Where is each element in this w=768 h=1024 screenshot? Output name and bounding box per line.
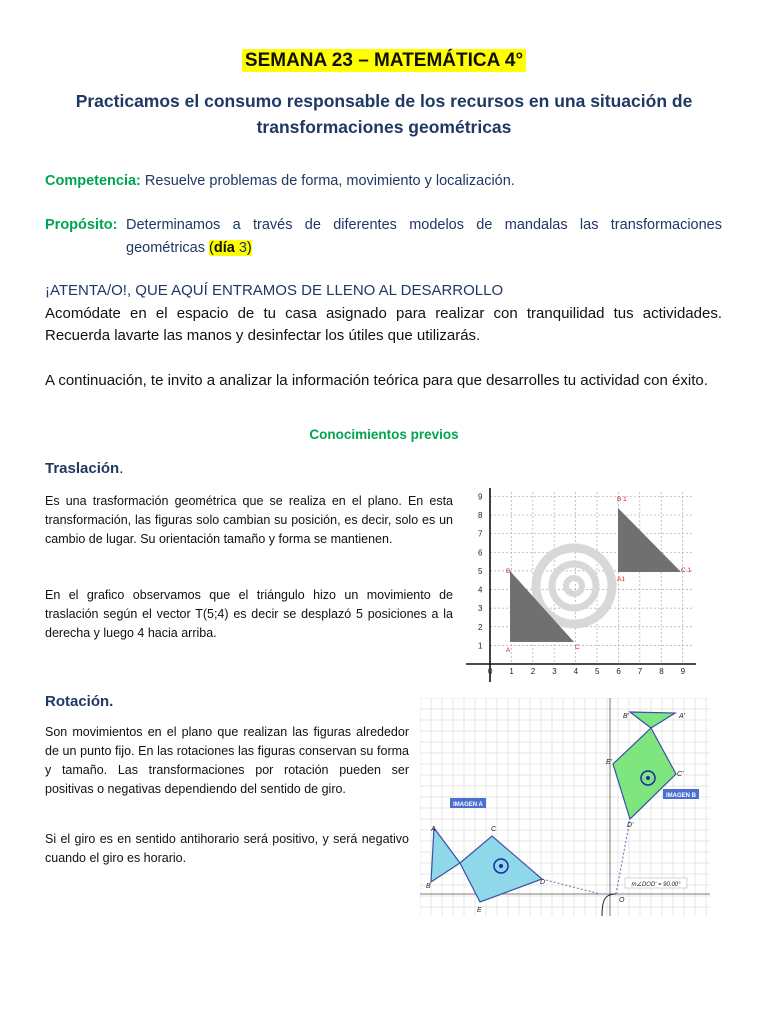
y-tick-label: 8 — [478, 511, 483, 521]
rotation-path-d — [542, 879, 616, 894]
traslacion-heading: Traslación. — [45, 460, 124, 477]
label-c-prime: C' — [677, 771, 684, 778]
y-tick-label: 5 — [478, 566, 483, 576]
competencia-row — [45, 170, 515, 193]
label-d-prime: D' — [627, 822, 634, 829]
page-title: SEMANA 23 – MATEMÁTICA 4° — [0, 50, 768, 72]
x-tick-label: 3 — [552, 667, 557, 676]
x-tick-label: 9 — [680, 667, 686, 676]
label-b: B — [506, 568, 511, 575]
label-a-prime: A' — [679, 713, 686, 720]
imagen-a-label: IMAGEN A — [453, 802, 483, 808]
angle-label: m∠DOD' = 90.00° — [631, 882, 681, 888]
rotation-arc — [602, 894, 616, 916]
intro-paragraph-1: Acomódate en el espacio de tu casa asignado para realizar con tranquilidad tus actividades. Recuerda lavarte las manos y desinfectar los útiles que utilizarás. — [45, 305, 722, 344]
rotacion-heading: Rotación. — [45, 693, 114, 710]
x-tick-label: 7 — [637, 667, 643, 676]
intro-paragraph-2: A continuación, te invito a analizar la información teórica para que desarrolles tu actividad con éxito. — [45, 372, 708, 389]
rotacion-paragraph-1: Son movimientos en el plano que realizan las figuras alrededor de un punto fijo. En las rotaciones las figuras conservan su forma y tamaño. Las transformaciones por rotación pueden ser positivas o negativas dependiendo del sentido de giro. — [45, 725, 409, 796]
rotation-graph — [420, 698, 710, 916]
quad-image-b — [613, 728, 676, 819]
x-tick-label: 2 — [530, 667, 536, 676]
x-tick-label: 6 — [616, 667, 621, 676]
label-a1: A1 — [617, 576, 625, 583]
label-c: C — [491, 826, 497, 833]
x-tick-label: 4 — [573, 667, 579, 676]
label-b: B — [426, 883, 431, 890]
imagen-b-label: IMAGEN B — [666, 793, 696, 799]
y-tick-label: 3 — [478, 604, 483, 614]
label-b1: B 1 — [617, 496, 627, 503]
proposito-text: Determinamos a través de diferentes modelos de mandalas las transformaciones geométricas (día 3) — [126, 217, 722, 256]
label-e-prime: E' — [606, 759, 613, 766]
competencia-text: Resuelve problemas de forma, movimiento y localización. — [144, 173, 515, 189]
rotacion-paragraph-2: Si el giro es en sentido antihorario será positivo, y será negativo cuando el giro es horario. — [45, 832, 409, 865]
x-tick-label: 1 — [509, 667, 514, 676]
label-d: D — [540, 879, 546, 886]
traslacion-paragraph-2: En el grafico observamos que el triángulo hizo un movimiento de traslación según el vector T(5;4) es decir se desplazó 5 posiciones a la derecha y luego 4 hacia arriba. — [45, 588, 453, 640]
page-subtitle: Practicamos el consumo responsable de los recursos en una situación de transformaciones geométricas — [75, 91, 693, 137]
y-tick-label: 1 — [478, 641, 483, 651]
triangle-a1b1c1 — [618, 508, 681, 572]
section-prev-knowledge: Conocimientos previos — [309, 427, 459, 442]
label-e: E — [477, 907, 482, 914]
y-tick-label: 6 — [478, 548, 483, 558]
x-tick-label: 5 — [595, 667, 600, 676]
x-tick-label: 8 — [659, 667, 664, 676]
y-tick-label: 2 — [478, 622, 483, 632]
quad-image-a — [460, 836, 542, 902]
traslacion-paragraph-1: Es una trasformación geométrica que se realiza en el plano. En esta transformación, las figuras solo cambian su posición, es decir, solo es un cambio de lugar. Su orientación tamaño y forma se mantienen. — [45, 494, 453, 546]
label-a: A — [431, 826, 436, 833]
label-o: O — [619, 897, 625, 904]
y-tick-label: 7 — [478, 529, 483, 539]
label-c: C — [575, 644, 580, 651]
label-c1: C 1 — [681, 567, 692, 574]
label-b-prime: B' — [623, 713, 630, 720]
label-a: A — [506, 647, 511, 654]
x-tick-label: 0 — [488, 667, 493, 676]
attention-heading: ¡ATENTA/O!, QUE AQUÍ ENTRAMOS DE LLENO AL DESARROLLO — [45, 282, 504, 299]
competencia-label: Competencia: — [45, 173, 141, 189]
y-tick-label: 9 — [478, 492, 483, 502]
y-tick-label: 4 — [478, 585, 483, 595]
proposito-label: Propósito: — [45, 217, 118, 233]
translation-graph — [458, 486, 698, 684]
